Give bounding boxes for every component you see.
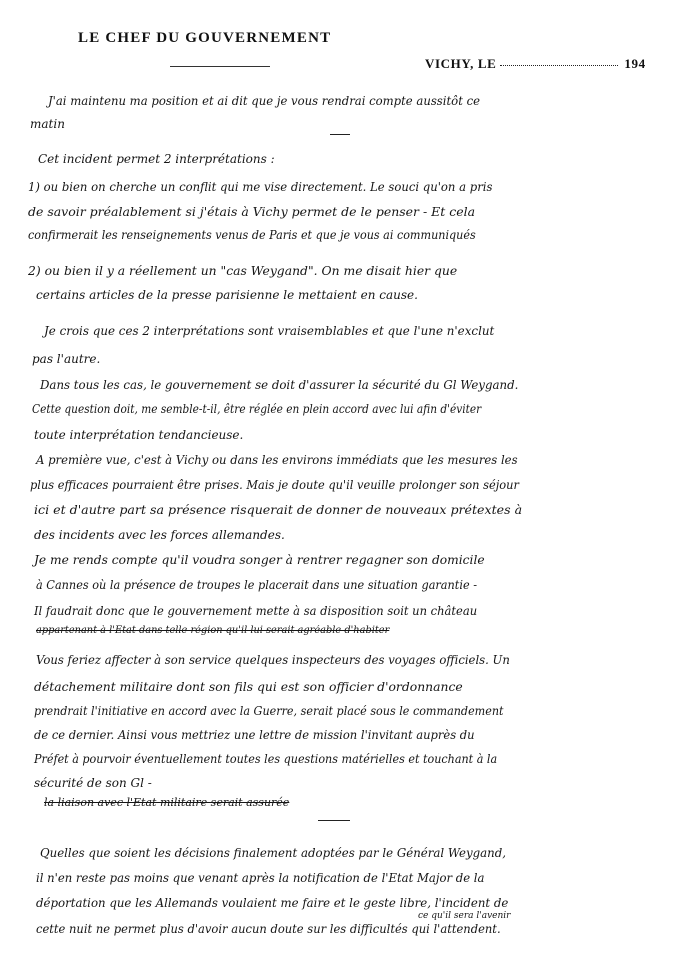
handwritten-line: à Cannes où la présence de troupes le placerait dans une situation garantie - <box>36 578 478 592</box>
separator-mark <box>318 820 350 821</box>
letterhead-title: LE CHEF DU GOUVERNEMENT <box>78 30 332 46</box>
handwritten-line: ici et d'autre part sa présence risquerait de donner de nouveaux prétextes à <box>34 503 523 517</box>
handwritten-line: matin <box>30 117 65 131</box>
year-label: 194 <box>624 56 646 71</box>
handwritten-line: sécurité de son Gl - <box>34 776 152 790</box>
handwritten-line-crossed-out: appartenant à l'Etat dans telle région qu'il lui serait agréable d'habiter <box>36 625 390 636</box>
place-label: VICHY, LE <box>425 56 497 71</box>
handwritten-line: détachement militaire dont son fils qui est son officier d'ordonnance <box>34 680 463 694</box>
handwritten-line: confirmerait les renseignements venus de Paris et que je vous ai communiqués <box>28 228 476 242</box>
handwritten-line: cette nuit ne permet plus d'avoir aucun doute sur les difficultés qui l'attendent. <box>36 922 501 936</box>
handwritten-line: il n'en reste pas moins que venant après la notification de l'Etat Major de la <box>36 871 485 885</box>
handwritten-line: toute interprétation tendancieuse. <box>34 428 244 442</box>
place-date <box>425 56 665 72</box>
handwritten-line: Je crois que ces 2 interprétations sont vraisemblables et que l'une n'exclut <box>44 324 495 338</box>
handwritten-line: de ce dernier. Ainsi vous mettriez une lettre de mission l'invitant auprès du <box>34 728 475 742</box>
handwritten-line: pas l'autre. <box>32 352 101 366</box>
letterhead-rule <box>170 66 270 67</box>
handwritten-line: A première vue, c'est à Vichy ou dans les environs immédiats que les mesures les <box>36 453 518 467</box>
handwritten-line: prendrait l'initiative en accord avec la Guerre, serait placé sous le commandement <box>34 704 504 718</box>
handwritten-line: déportation que les Allemands voulaient me faire et le geste libre, l'incident de <box>36 896 509 910</box>
handwritten-line-crossed-out: la liaison avec l'Etat militaire serait assurée <box>44 796 290 809</box>
handwritten-line: Cette question doit, me semble-t-il, être réglée en plein accord avec lui afin d'éviter <box>32 402 482 416</box>
handwritten-line: des incidents avec les forces allemandes. <box>34 528 285 542</box>
handwritten-line: plus efficaces pourraient être prises. Mais je doute qu'il veuille prolonger son séjour <box>30 478 519 492</box>
handwritten-line: certains articles de la presse parisienne le mettaient en cause. <box>36 288 418 302</box>
handwritten-line: Quelles que soient les décisions finalement adoptées par le Général Weygand, <box>40 846 507 860</box>
handwritten-line: 1) ou bien on cherche un conflit qui me vise directement. Le souci qu'on a pris <box>28 180 493 194</box>
handwritten-line: Préfet à pourvoir éventuellement toutes les questions matérielles et touchant à la <box>34 752 498 766</box>
handwritten-line: de savoir préalablement si j'étais à Vichy permet de le penser - Et cela <box>28 205 476 219</box>
date-dotted-line <box>500 65 618 66</box>
handwritten-line: 2) ou bien il y a réellement un "cas Weygand". On me disait hier que <box>28 264 458 278</box>
handwritten-line: Je me rends compte qu'il voudra songer à rentrer regagner son domicile <box>34 553 485 567</box>
handwritten-line: Cet incident permet 2 interprétations : <box>38 152 275 166</box>
handwritten-line: Vous feriez affecter à son service quelques inspecteurs des voyages officiels. Un <box>36 653 510 667</box>
handwritten-line: Dans tous les cas, le gouvernement se doit d'assurer la sécurité du Gl Weygand. <box>40 378 519 392</box>
separator-mark <box>330 134 350 135</box>
handwritten-line: Il faudrait donc que le gouvernement mette à sa disposition soit un château <box>34 604 478 618</box>
handwritten-insertion: ce qu'il sera l'avenir <box>418 911 511 921</box>
handwritten-line: J'ai maintenu ma position et ai dit que je vous rendrai compte aussitôt ce <box>48 94 480 108</box>
